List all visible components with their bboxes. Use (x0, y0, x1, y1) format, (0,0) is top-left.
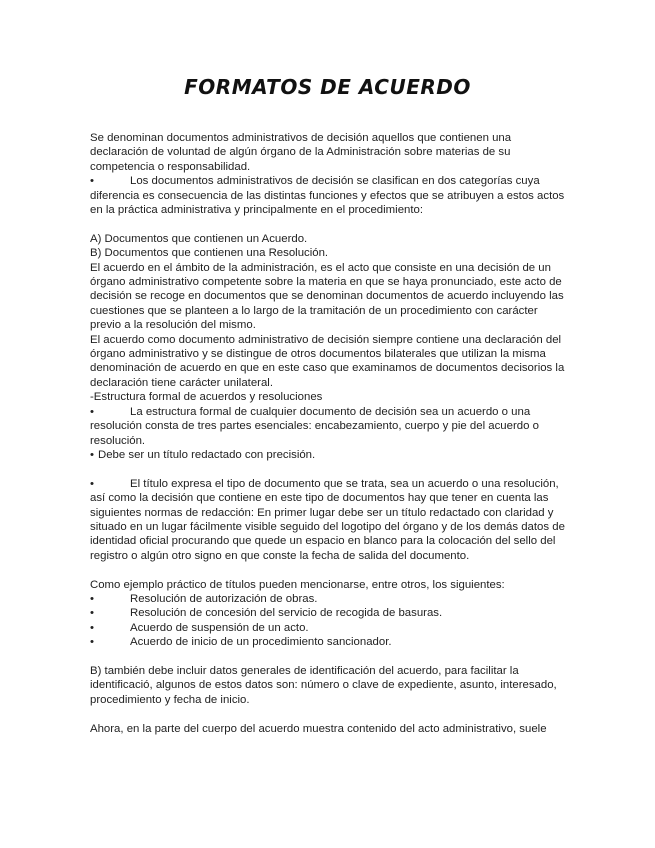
paragraph-classification (90, 174, 570, 217)
list-item-text: Acuerdo de suspensión de un acto. (130, 621, 309, 634)
list-item (90, 606, 570, 620)
list-item-text: Resolución de concesión del servicio de recogida de basuras. (130, 607, 443, 620)
spacer (90, 217, 570, 231)
bullet-marker: • (90, 607, 94, 620)
bullet-marker: • (90, 636, 94, 649)
paragraph-definition: Se denominan documentos administrativos de decisión aquellos que contienen una declaración de voluntad de algún órgano de la Administración sobre materias de su competencia o responsabilidad. (90, 132, 512, 173)
spacer (90, 462, 570, 476)
paragraph-identification: B) también debe incluir datos generales de identificación del acuerdo, para facilitar la identificació, algunos de estos datos son: número o clave de expediente, asunto, interesado, procedimiento y fecha de inicio. (90, 664, 557, 706)
category-a: A) Documentos que contienen un Acuerdo. (90, 232, 308, 245)
paragraph-title-expression (90, 477, 570, 563)
page-title: FORMATOS DE ACUERDO (184, 75, 471, 99)
list-item (90, 621, 570, 635)
list-item (90, 635, 570, 649)
list-item (90, 592, 570, 606)
bullet-marker: • (90, 405, 94, 418)
bullet-marker: • (90, 592, 94, 605)
bullet-marker: • (90, 448, 94, 461)
spacer (90, 650, 570, 664)
paragraph-text: La estructura formal de cualquier documento de decisión sea un acuerdo o una resolución consta de tres partes esenciales: encabezamiento, cuerpo y pie del acuerdo o resolución. (90, 405, 539, 447)
paragraph-body-content: Ahora, en la parte del cuerpo del acuerdo muestra contenido del acto administrativo, suele (90, 722, 547, 735)
document-body (90, 131, 570, 736)
paragraph-text: Debe ser un título redactado con precisión. (98, 448, 316, 461)
bullet-marker: • (90, 477, 94, 490)
paragraph-acuerdo-definition: El acuerdo en el ámbito de la administración, es el acto que consiste en una decisión de un órgano administrativo competente sobre la materia en que se haya pronunciado, este acto de decisión se recoge en documentos que se denominan documentos de acuerdo incluyendo las cuestiones que se planteen a lo largo de la tramitación de un procedimiento con carácter previo a la resolución del mismo. (90, 261, 564, 332)
list-item-text: Acuerdo de inicio de un procedimiento sancionador. (130, 636, 392, 649)
bullet-marker: • (90, 621, 94, 634)
paragraph-text: El título expresa el tipo de documento que se trata, sea un acuerdo o una resolución, así como la decisión que contiene en este tipo de documentos hay que tener en cuenta las siguientes normas de redacción: En primer lugar debe ser un título redactado con claridad y situado en un lugar fácilmente visible seguido del logotipo del órgano y de los demás datos de identidad oficial procurando que quede un espacio en blanco para la colocación del sello del registro o algún otro signo en que conste la fecha de salida del documento. (90, 477, 565, 562)
paragraph-structure (90, 405, 570, 448)
bullet-marker: • (90, 175, 94, 188)
list-item-text: Resolución de autorización de obras. (130, 592, 318, 605)
section-heading-structure: -Estructura formal de acuerdos y resoluciones (90, 391, 323, 404)
paragraph-examples-intro: Como ejemplo práctico de títulos pueden mencionarse, entre otros, los siguientes: (90, 578, 505, 591)
paragraph-text: Los documentos administrativos de decisión se clasifican en dos categorías cuya diferencia es consecuencia de las distintas funciones y efectos que se atribuyen a estos actos en la práctica administrativa y principalmente en el procedimiento: (90, 175, 565, 217)
spacer (90, 563, 570, 577)
paragraph-title-rule (90, 448, 570, 462)
paragraph-acuerdo-declaration: El acuerdo como documento administrativo de decisión siempre contiene una declaración del órgano administrativo y se distingue de otros documentos bilaterales que utilizan la misma denominación de acuerdo en que en este caso que examinamos de documentos decisorios la declaración tiene carácter unilateral. (90, 333, 565, 389)
spacer (90, 707, 570, 721)
category-b: B) Documentos que contienen una Resolución. (90, 247, 329, 260)
